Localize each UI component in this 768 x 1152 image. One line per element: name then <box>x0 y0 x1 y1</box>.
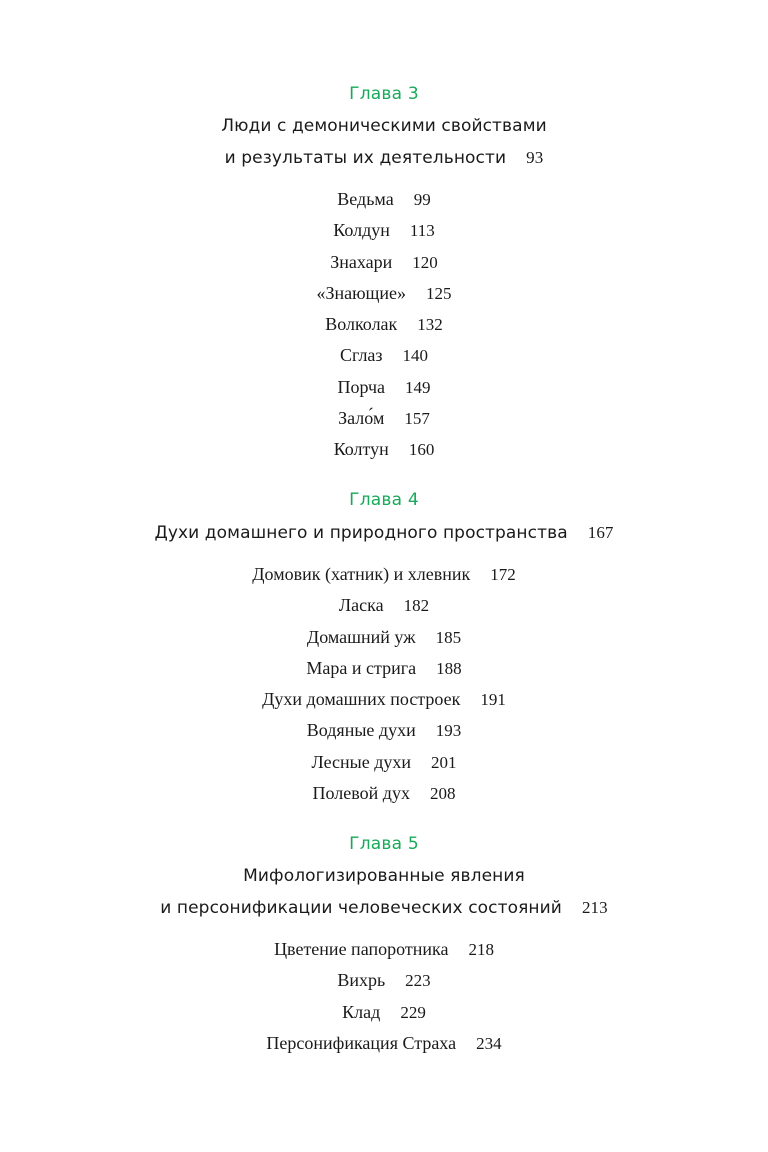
chapter-4-title-text: Духи домашнего и природного пространства <box>154 523 568 543</box>
entry-page: 182 <box>403 596 430 615</box>
entry-title: Ласка <box>338 595 384 615</box>
toc-entry <box>0 439 768 460</box>
entry-title: Колтун <box>333 439 389 459</box>
chapter-3-title-line-1: Люди с демоническими свойствами <box>221 116 547 136</box>
entry-title: Ведьма <box>337 189 394 209</box>
toc-entry <box>0 627 768 648</box>
toc-entry <box>0 752 768 773</box>
entry-page: 185 <box>435 628 462 647</box>
toc-entry <box>0 939 768 960</box>
chapter-3-label: Глава 3 <box>349 84 419 104</box>
toc-entry <box>0 283 768 304</box>
chapter-4-title-line-1 <box>0 523 768 543</box>
entry-title: Духи домашних построек <box>262 689 461 709</box>
toc-entry <box>0 783 768 804</box>
chapter-4-label: Глава 4 <box>349 490 419 510</box>
entry-title: Цветение папоротника <box>274 939 449 959</box>
entry-page: 234 <box>476 1034 502 1053</box>
entry-page: 191 <box>480 690 506 709</box>
entry-page: 140 <box>402 346 429 365</box>
chapter-3-page: 93 <box>526 148 544 167</box>
entry-page: 113 <box>409 221 435 240</box>
entry-title: Зало́м <box>338 408 385 428</box>
entry-page: 218 <box>468 940 494 959</box>
entry-title: Лесные духи <box>311 752 412 772</box>
toc-entry <box>0 314 768 335</box>
toc-entry <box>0 345 768 366</box>
entry-title: Порча <box>337 377 386 397</box>
toc-entry <box>0 564 768 585</box>
toc-entry <box>0 252 768 273</box>
entry-title: Знахари <box>330 252 393 272</box>
entry-page: 157 <box>404 409 430 428</box>
chapter-5-label: Глава 5 <box>349 834 419 854</box>
chapter-5-title-text: и персонификации человеческих состояний <box>160 898 562 918</box>
entry-title: «Знающие» <box>316 283 407 303</box>
toc-entry <box>0 1002 768 1023</box>
entry-title: Мара и стрига <box>306 658 417 678</box>
toc-entry <box>0 408 768 429</box>
entry-page: 223 <box>405 971 431 990</box>
entry-page: 193 <box>435 721 462 740</box>
chapter-5-page: 213 <box>581 898 608 917</box>
entry-page: 188 <box>436 659 462 678</box>
entry-title: Водяные духи <box>306 720 416 740</box>
entry-page: 229 <box>400 1003 426 1022</box>
entry-title: Домашний уж <box>306 627 416 647</box>
entry-page: 149 <box>405 378 431 397</box>
entry-page: 125 <box>426 284 452 303</box>
entry-page: 99 <box>413 190 431 209</box>
chapter-5-title-line-2 <box>0 898 768 918</box>
entry-page: 160 <box>408 440 435 459</box>
toc-entry <box>0 658 768 679</box>
toc-entry <box>0 220 768 241</box>
chapter-4-page: 167 <box>587 523 614 542</box>
entry-title: Персонификация Страха <box>266 1033 457 1053</box>
entry-title: Вихрь <box>337 970 386 990</box>
entry-title: Сглаз <box>339 345 383 365</box>
toc-entry <box>0 377 768 398</box>
entry-title: Полевой дух <box>312 783 410 803</box>
entry-page: 120 <box>412 253 438 272</box>
entry-title: Волколак <box>325 314 398 334</box>
chapter-3-title-text: и результаты их деятельности <box>224 148 507 168</box>
entry-title: Клад <box>342 1002 381 1022</box>
toc-entry <box>0 189 768 210</box>
entry-page: 132 <box>417 315 443 334</box>
entry-page: 201 <box>431 753 457 772</box>
toc-entry <box>0 1033 768 1054</box>
toc-entry <box>0 970 768 991</box>
entry-page: 208 <box>429 784 456 803</box>
entry-title: Колдун <box>333 220 390 240</box>
toc-entry <box>0 720 768 741</box>
chapter-3-title-line-2 <box>0 148 768 168</box>
chapter-5-title-line-1: Мифологизированные явления <box>243 866 525 886</box>
toc-entry <box>0 595 768 616</box>
entry-title: Домовик (хатник) и хлевник <box>252 564 471 584</box>
entry-page: 172 <box>490 565 516 584</box>
toc-entry <box>0 689 768 710</box>
